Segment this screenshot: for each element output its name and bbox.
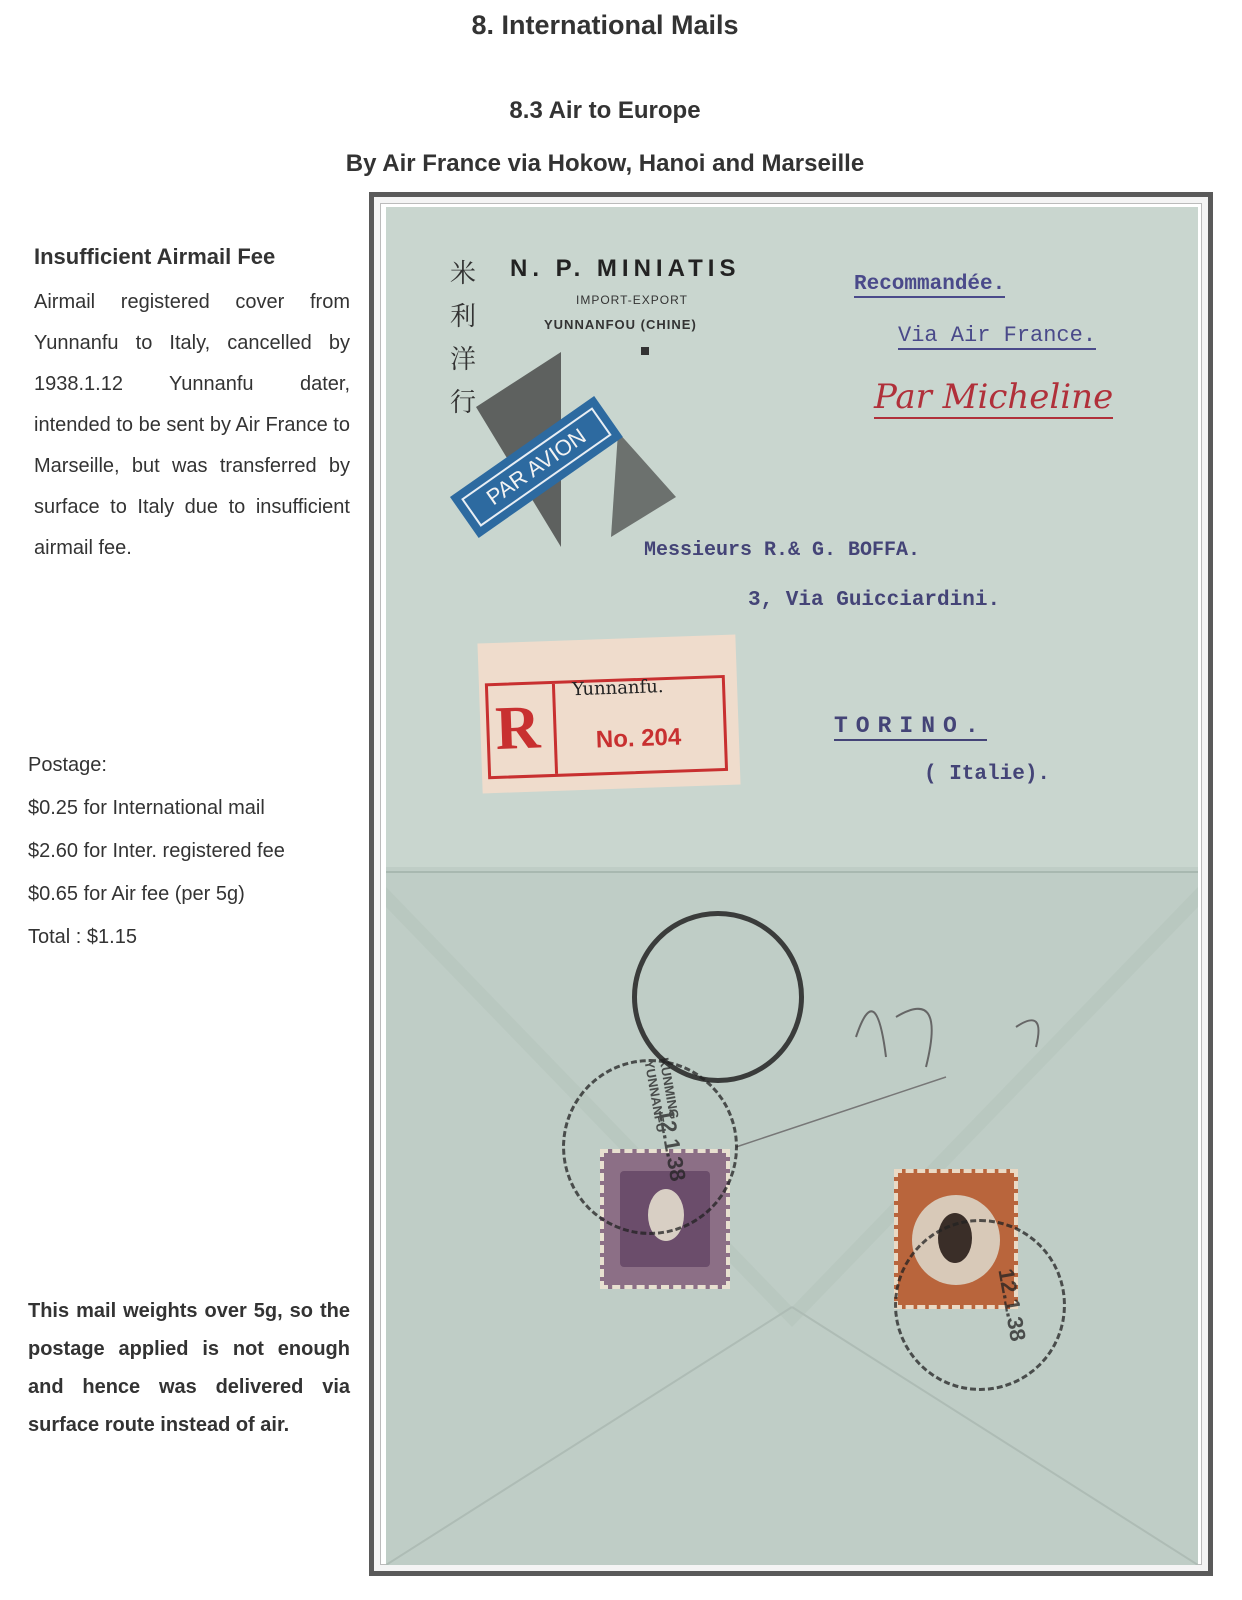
postage-total: Total : $1.15 <box>28 926 137 948</box>
kunming-postmark-1 <box>562 1056 738 1235</box>
recommandee-handstamp: Recommandée. <box>854 273 1006 296</box>
postmark-date: 12.1.38 <box>653 1106 691 1184</box>
registration-box <box>485 675 728 779</box>
postage-line: $2.60 for Inter. registered fee <box>28 840 285 862</box>
envelope-cover <box>386 207 1198 1565</box>
sender-name: N. P. MINIATIS <box>510 255 741 282</box>
city: TORINO. <box>834 713 987 739</box>
airmail-label-text: PAR AVION <box>461 407 612 527</box>
description-text: Airmail registered cover from Yunnanfu to Italy, cancelled by 1938.1.12 Yunnanfu dater, intended to be sent by Air France to Marseille, but was transferred by surface to Italy due to insufficient airmail fee. <box>34 291 350 559</box>
country: ( Italie). <box>924 763 1051 786</box>
page-subtitle: 8.3 Air to Europe <box>509 97 701 124</box>
transit-postmark <box>632 911 804 1083</box>
registration-divider <box>552 684 558 774</box>
kunming-postmark-2 <box>894 1219 1066 1391</box>
registration-town: Yunnanfu. <box>571 676 664 701</box>
postmark-date-2: 12.1.38 <box>993 1266 1031 1344</box>
registration-label <box>477 635 740 794</box>
postage-line: Postage: <box>28 754 107 776</box>
postage-list <box>28 754 285 969</box>
via-air-france-handstamp: Via Air France. <box>898 323 1097 348</box>
section-title: Insufficient Airmail Fee <box>34 244 276 269</box>
registration-number: No. 204 <box>595 723 682 754</box>
route-heading: By Air France via Hokow, Hanoi and Marseille <box>345 150 865 177</box>
street-address: 3, Via Guicciardini. <box>748 589 1001 612</box>
letterhead-mark <box>641 347 649 355</box>
par-micheline-script: Par Micheline <box>874 377 1114 417</box>
addressee: Messieurs R.& G. BOFFA. <box>644 539 921 562</box>
sender-line2: YUNNANFOU (CHINE) <box>544 317 697 332</box>
weight-note: This mail weights over 5g, so the postage applied is not enough and hence was delivered via surface route instead of air. <box>28 1300 350 1436</box>
postmark-town: KUNMING YUNNANFU <box>641 1056 682 1134</box>
sender-line1: IMPORT-EXPORT <box>576 293 688 307</box>
sender-chinese-name: 米利洋行 <box>450 259 477 418</box>
page-title: 8. International Mails <box>471 10 739 40</box>
registration-letter: R <box>494 693 542 763</box>
postage-line: $0.65 for Air fee (per 5g) <box>28 883 245 905</box>
postage-line: $0.25 for International mail <box>28 797 265 819</box>
